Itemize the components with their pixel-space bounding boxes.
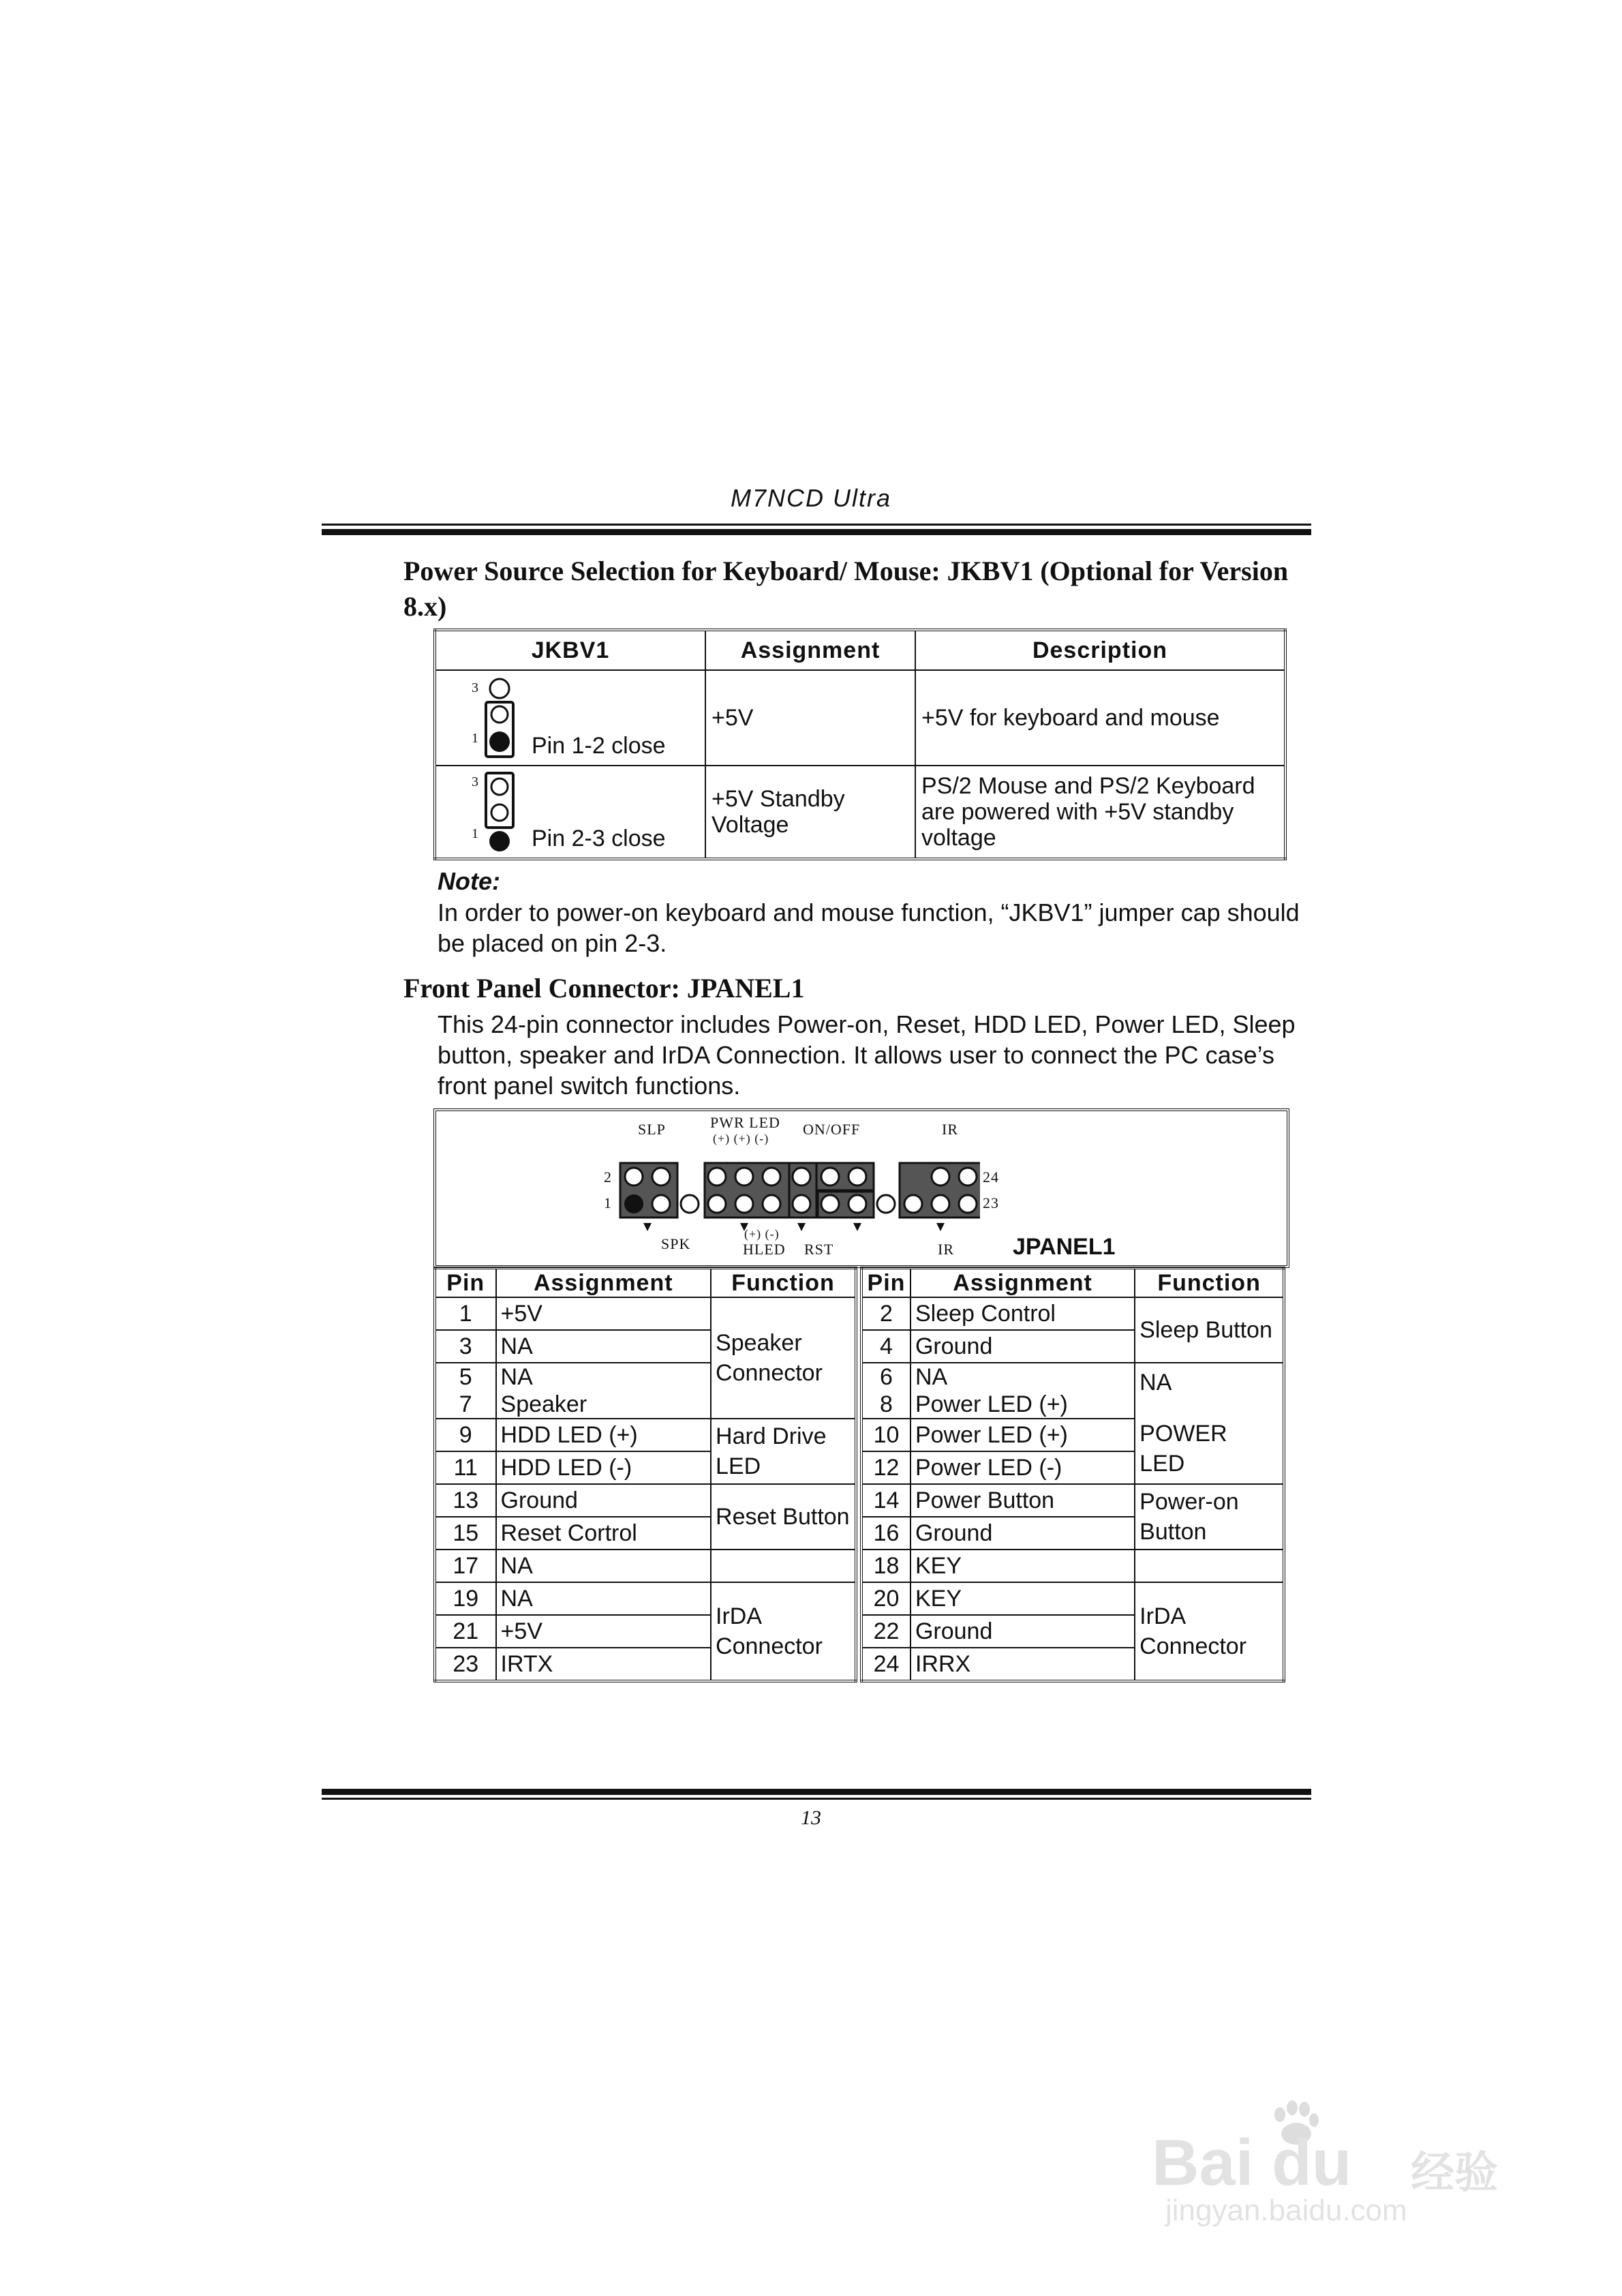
- table-row: [861, 1297, 1284, 1330]
- pin-cell: 19: [435, 1582, 496, 1615]
- pin-cell: 3: [435, 1330, 496, 1363]
- assignment-cell: +5V: [705, 670, 915, 766]
- assignment-cell: Ground: [911, 1517, 1135, 1550]
- jkbv1-col-header: Description: [915, 630, 1285, 670]
- function-cell: IrDA Connector: [711, 1582, 856, 1681]
- col-header-pin: Pin: [435, 1268, 496, 1297]
- note-label: Note:: [438, 867, 500, 895]
- pin-cell: 13: [435, 1484, 496, 1517]
- pin-cell: 1: [435, 1297, 496, 1330]
- col-header-function: Function: [711, 1268, 856, 1297]
- pin-cell: 2: [861, 1297, 911, 1330]
- description-cell: +5V for keyboard and mouse: [915, 670, 1285, 766]
- jpanel1-diagram: [433, 1108, 1289, 1268]
- jpanel1-table-odd-pins: [433, 1267, 857, 1682]
- jumper-2-3-icon: [483, 770, 517, 855]
- assignment-cell: Power LED (+): [911, 1419, 1135, 1451]
- assignment-cell: Ground: [496, 1484, 711, 1517]
- pin-label-1: 1: [604, 1194, 612, 1211]
- jumper-pin-label: 3: [472, 774, 478, 789]
- table-row: [861, 1363, 1284, 1419]
- assignment-cell: KEY: [911, 1550, 1135, 1582]
- jumper-pin-label: 3: [472, 680, 478, 695]
- pin-cell: 18: [861, 1550, 911, 1582]
- label-rst: RST: [804, 1241, 834, 1258]
- function-cell: Power-on Button: [1135, 1484, 1284, 1550]
- pin-cell: 14: [861, 1484, 911, 1517]
- pin-cell: 6 8: [861, 1363, 911, 1419]
- pin-cell: 17: [435, 1550, 496, 1582]
- baidu-watermark: [1152, 2100, 1561, 2227]
- function-cell: [1135, 1550, 1284, 1582]
- jumper-cell: [435, 766, 705, 859]
- label-slp: SLP: [638, 1121, 666, 1138]
- function-cell: Reset Button: [711, 1484, 856, 1550]
- assignment-cell: IRTX: [496, 1648, 711, 1681]
- function-cell: Hard Drive LED: [711, 1419, 856, 1484]
- jumper-pin-label: 1: [472, 731, 478, 746]
- col-header-function: Function: [1135, 1268, 1284, 1297]
- pin-cell: 9: [435, 1419, 496, 1451]
- assignment-cell: Sleep Control: [911, 1297, 1135, 1330]
- label-ir-bottom: IR: [938, 1241, 954, 1258]
- jumper-caption: Pin 2-3 close: [532, 826, 666, 851]
- jpanel1-intro: This 24-pin connector includes Power-on, Reset, HDD LED, Power LED, Sleep button, speaker and IrDA Connection. It allows user to connect the PC case’s front panel switch functions.: [438, 1010, 1296, 1100]
- assignment-cell: NA: [496, 1330, 711, 1363]
- page-number: 13: [801, 1807, 821, 1829]
- label-spk: SPK: [661, 1235, 691, 1252]
- assignment-cell: +5V: [496, 1297, 711, 1330]
- assignment-cell: +5V Standby Voltage: [705, 766, 915, 859]
- pin-cell: 22: [861, 1615, 911, 1648]
- assignment-cell: IRRX: [911, 1648, 1135, 1681]
- note-text: In order to power-on keyboard and mouse function, “JKBV1” jumper cap should be placed on pin 2-3.: [438, 898, 1300, 957]
- pin-cell: 4: [861, 1330, 911, 1363]
- label-pwr-polarity: (+) (+) (-): [713, 1132, 769, 1145]
- jkbv1-section-title: Power Source Selection for Keyboard/ Mouse: JKBV1 (Optional for Version 8.x): [403, 556, 1289, 622]
- table-row: [861, 1582, 1284, 1615]
- assignment-cell: NA Speaker: [496, 1363, 711, 1419]
- jkbv1-row: [435, 670, 1285, 766]
- pin-cell: 23: [435, 1648, 496, 1681]
- pin-cell: 21: [435, 1615, 496, 1648]
- function-cell: [711, 1550, 856, 1582]
- assignment-cell: Reset Cortrol: [496, 1517, 711, 1550]
- jpanel1-section-title: Front Panel Connector: JPANEL1: [403, 973, 805, 1003]
- pin-cell: 10: [861, 1419, 911, 1451]
- assignment-cell: Power LED (-): [911, 1451, 1135, 1484]
- table-row: [861, 1484, 1284, 1517]
- col-header-assignment: Assignment: [911, 1268, 1135, 1297]
- assignment-cell: KEY: [911, 1582, 1135, 1615]
- function-cell: IrDA Connector: [1135, 1582, 1284, 1681]
- jpanel1-table-even-pins: [860, 1267, 1285, 1682]
- pin-cell: 24: [861, 1648, 911, 1681]
- jpanel1-diagram-name: JPANEL1: [1013, 1234, 1116, 1260]
- assignment-cell: NA Power LED (+): [911, 1363, 1135, 1419]
- pin-cell: 12: [861, 1451, 911, 1484]
- footer-rule-thin: [322, 1798, 1311, 1800]
- header-rule-thin: [322, 524, 1311, 526]
- pin-label-2: 2: [604, 1168, 612, 1185]
- jumper-1-2-icon: [483, 676, 517, 759]
- pin-label-24: 24: [983, 1168, 999, 1185]
- pin-cell: 11: [435, 1451, 496, 1484]
- jumper-pin-label: 1: [472, 826, 478, 841]
- table-row: [435, 1419, 856, 1451]
- jkbv1-col-header: Assignment: [705, 630, 915, 670]
- table-row: [435, 1582, 856, 1615]
- jkbv1-table: [433, 629, 1287, 860]
- pin-cell: 20: [861, 1582, 911, 1615]
- pin-cell: 15: [435, 1517, 496, 1550]
- label-hled: HLED: [743, 1241, 786, 1258]
- function-cell: POWER LED: [1135, 1419, 1284, 1484]
- table-row: [861, 1550, 1284, 1582]
- col-header-assignment: Assignment: [496, 1268, 711, 1297]
- table-row: [861, 1419, 1284, 1451]
- function-cell: Sleep Button: [1135, 1297, 1284, 1363]
- label-on-off: ON/OFF: [803, 1121, 861, 1138]
- table-row: [435, 1297, 856, 1330]
- col-header-pin: Pin: [861, 1268, 911, 1297]
- function-cell: NA: [1135, 1363, 1284, 1419]
- function-cell: Speaker Connector: [711, 1297, 856, 1419]
- assignment-cell: +5V: [496, 1615, 711, 1648]
- assignment-cell: HDD LED (-): [496, 1451, 711, 1484]
- table-row: [435, 1484, 856, 1517]
- pin-cell: 5 7: [435, 1363, 496, 1419]
- footer-rule-thick: [322, 1789, 1311, 1795]
- jumper-cell: [435, 670, 705, 766]
- watermark-chinese: 经验: [1411, 2148, 1498, 2197]
- assignment-cell: Ground: [911, 1330, 1135, 1363]
- jkbv1-row: [435, 766, 1285, 859]
- pin-cell: 16: [861, 1517, 911, 1550]
- assignment-cell: NA: [496, 1582, 711, 1615]
- assignment-cell: HDD LED (+): [496, 1419, 711, 1451]
- label-pwr-led: PWR LED: [710, 1114, 780, 1131]
- assignment-cell: Power Button: [911, 1484, 1135, 1517]
- label-ir-top: IR: [942, 1121, 958, 1138]
- running-title: M7NCD Ultra: [730, 484, 891, 512]
- watermark-brand: Bai du: [1152, 2126, 1352, 2199]
- header-rule-thick: [322, 529, 1311, 535]
- assignment-cell: Ground: [911, 1615, 1135, 1648]
- pin-label-23: 23: [983, 1194, 999, 1211]
- description-cell: PS/2 Mouse and PS/2 Keyboard are powered with +5V standby voltage: [915, 766, 1285, 859]
- jumper-caption: Pin 1-2 close: [532, 733, 666, 759]
- label-hled-polarity: (+) (-): [744, 1227, 780, 1241]
- table-row: [435, 1550, 856, 1582]
- header-pin-block: [619, 1153, 980, 1234]
- watermark-url: jingyan.baidu.com: [1165, 2194, 1407, 2227]
- assignment-cell: NA: [496, 1550, 711, 1582]
- jkbv1-col-header: JKBV1: [435, 630, 705, 670]
